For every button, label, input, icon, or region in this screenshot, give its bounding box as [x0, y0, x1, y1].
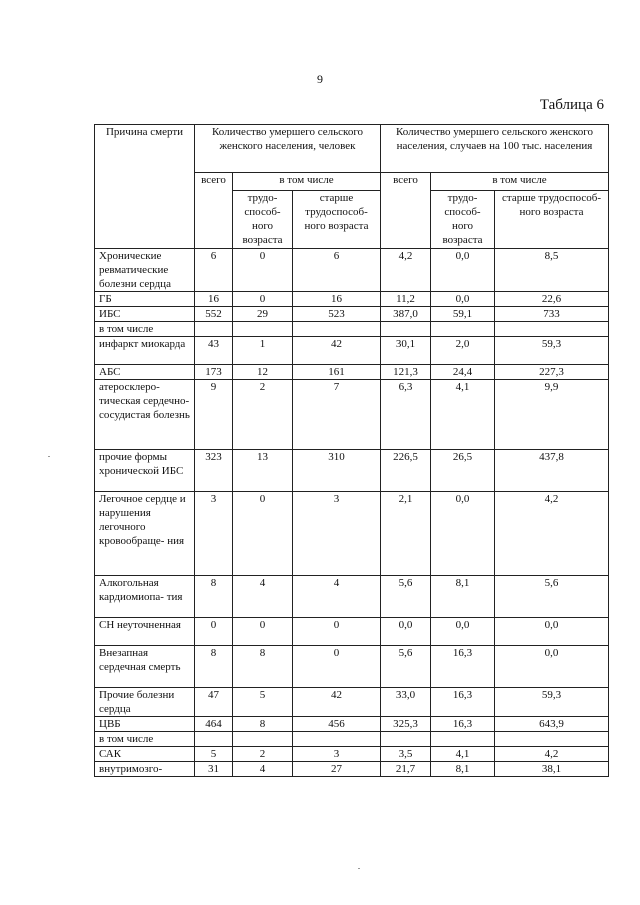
- value-cell: [293, 732, 381, 747]
- value-cell: 9: [195, 380, 233, 450]
- cause-cell: Хронические ревматические болезни сердца: [95, 249, 195, 292]
- cause-cell: СН неуточненная: [95, 618, 195, 646]
- cause-cell: прочие формы хронической ИБС: [95, 450, 195, 492]
- value-cell: 0,0: [495, 646, 609, 688]
- table-row: [95, 717, 609, 732]
- margin-mark: [48, 456, 50, 457]
- value-cell: 3: [293, 747, 381, 762]
- value-cell: 456: [293, 717, 381, 732]
- cause-cell: в том числе: [95, 322, 195, 337]
- table-row: [95, 249, 609, 292]
- value-cell: 8,1: [431, 762, 495, 777]
- value-cell: [431, 322, 495, 337]
- value-cell: 6: [195, 249, 233, 292]
- cause-cell: ЦВБ: [95, 717, 195, 732]
- value-cell: 121,3: [381, 365, 431, 380]
- header-including-count: в том числе: [233, 173, 381, 191]
- margin-mark: [358, 868, 360, 869]
- value-cell: 12: [233, 365, 293, 380]
- value-cell: 16: [293, 292, 381, 307]
- value-cell: 22,6: [495, 292, 609, 307]
- cause-cell: в том числе: [95, 732, 195, 747]
- cause-cell: ГБ: [95, 292, 195, 307]
- header-working-age-rate: трудо- способ- ного возраста: [431, 191, 495, 249]
- cause-cell: АБС: [95, 365, 195, 380]
- value-cell: 27: [293, 762, 381, 777]
- value-cell: 0: [233, 492, 293, 576]
- value-cell: 5: [195, 747, 233, 762]
- value-cell: 0: [293, 618, 381, 646]
- table-row: [95, 576, 609, 618]
- table-row: [95, 307, 609, 322]
- value-cell: 2: [233, 380, 293, 450]
- value-cell: 0,0: [431, 618, 495, 646]
- header-working-age-count: трудо- способ- ного возраста: [233, 191, 293, 249]
- header-total-rate: всего: [381, 173, 431, 249]
- value-cell: 43: [195, 337, 233, 365]
- value-cell: 6: [293, 249, 381, 292]
- value-cell: 0: [233, 249, 293, 292]
- header-group-rate: Количество умершего сельского женского населения, случаев на 100 тыс. населения: [381, 125, 609, 173]
- value-cell: 552: [195, 307, 233, 322]
- value-cell: [195, 732, 233, 747]
- value-cell: 0: [233, 292, 293, 307]
- value-cell: 3: [293, 492, 381, 576]
- table-row: [95, 618, 609, 646]
- table-row: [95, 365, 609, 380]
- value-cell: 29: [233, 307, 293, 322]
- value-cell: 8,5: [495, 249, 609, 292]
- cause-cell: инфаркт миокарда: [95, 337, 195, 365]
- page-number: 9: [317, 72, 323, 86]
- value-cell: 4,2: [495, 747, 609, 762]
- value-cell: 227,3: [495, 365, 609, 380]
- header-total-count: всего: [195, 173, 233, 249]
- value-cell: 3,5: [381, 747, 431, 762]
- value-cell: 437,8: [495, 450, 609, 492]
- value-cell: 0,0: [431, 492, 495, 576]
- value-cell: [381, 732, 431, 747]
- value-cell: 38,1: [495, 762, 609, 777]
- value-cell: 733: [495, 307, 609, 322]
- cause-cell: внутримозго-: [95, 762, 195, 777]
- cause-cell: САК: [95, 747, 195, 762]
- value-cell: 5,6: [381, 646, 431, 688]
- table-row: [95, 292, 609, 307]
- cause-cell: Легочное сердце и нарушения легочного кровообраще- ния: [95, 492, 195, 576]
- value-cell: 13: [233, 450, 293, 492]
- value-cell: 0,0: [381, 618, 431, 646]
- value-cell: [233, 322, 293, 337]
- value-cell: 464: [195, 717, 233, 732]
- header-group-count: Количество умершего сельского женского населения, человек: [195, 125, 381, 173]
- table-row: [95, 688, 609, 717]
- value-cell: 4,2: [495, 492, 609, 576]
- value-cell: 24,4: [431, 365, 495, 380]
- value-cell: 323: [195, 450, 233, 492]
- table-row: [95, 492, 609, 576]
- value-cell: 5: [233, 688, 293, 717]
- value-cell: 161: [293, 365, 381, 380]
- value-cell: [195, 322, 233, 337]
- table-row: [95, 380, 609, 450]
- header-including-rate: в том числе: [431, 173, 609, 191]
- value-cell: 0,0: [495, 618, 609, 646]
- value-cell: 1: [233, 337, 293, 365]
- table-row: [95, 747, 609, 762]
- table-row: [95, 732, 609, 747]
- value-cell: 523: [293, 307, 381, 322]
- value-cell: 16,3: [431, 688, 495, 717]
- table-row: [95, 450, 609, 492]
- value-cell: [495, 732, 609, 747]
- value-cell: [233, 732, 293, 747]
- mortality-table: [94, 124, 609, 777]
- value-cell: 6,3: [381, 380, 431, 450]
- value-cell: 310: [293, 450, 381, 492]
- value-cell: 4,1: [431, 380, 495, 450]
- value-cell: 173: [195, 365, 233, 380]
- value-cell: 8: [195, 576, 233, 618]
- table-row: [95, 322, 609, 337]
- value-cell: 21,7: [381, 762, 431, 777]
- value-cell: 4,1: [431, 747, 495, 762]
- value-cell: 0: [293, 646, 381, 688]
- table-row: [95, 762, 609, 777]
- value-cell: 4: [233, 762, 293, 777]
- value-cell: 8: [233, 717, 293, 732]
- value-cell: 42: [293, 688, 381, 717]
- value-cell: 643,9: [495, 717, 609, 732]
- value-cell: 9,9: [495, 380, 609, 450]
- value-cell: 47: [195, 688, 233, 717]
- value-cell: 226,5: [381, 450, 431, 492]
- value-cell: 3: [195, 492, 233, 576]
- value-cell: [431, 732, 495, 747]
- value-cell: 2,1: [381, 492, 431, 576]
- value-cell: 4: [293, 576, 381, 618]
- value-cell: 4,2: [381, 249, 431, 292]
- header-cause: Причина смерти: [95, 125, 195, 249]
- value-cell: [495, 322, 609, 337]
- value-cell: 59,3: [495, 337, 609, 365]
- value-cell: 8,1: [431, 576, 495, 618]
- table-title: Таблица 6: [539, 97, 604, 113]
- value-cell: 26,5: [431, 450, 495, 492]
- value-cell: 59,1: [431, 307, 495, 322]
- value-cell: 2: [233, 747, 293, 762]
- value-cell: [381, 322, 431, 337]
- cause-cell: Алкогольная кардиомиопа- тия: [95, 576, 195, 618]
- value-cell: [293, 322, 381, 337]
- table-row: [95, 646, 609, 688]
- table-row: [95, 337, 609, 365]
- table-body: [95, 249, 609, 777]
- value-cell: 0: [233, 618, 293, 646]
- value-cell: 11,2: [381, 292, 431, 307]
- value-cell: 325,3: [381, 717, 431, 732]
- value-cell: 7: [293, 380, 381, 450]
- value-cell: 8: [195, 646, 233, 688]
- value-cell: 16: [195, 292, 233, 307]
- value-cell: 5,6: [495, 576, 609, 618]
- header-older-count: старше трудоспособ- ного возраста: [293, 191, 381, 249]
- value-cell: 4: [233, 576, 293, 618]
- value-cell: 0,0: [431, 249, 495, 292]
- value-cell: 5,6: [381, 576, 431, 618]
- value-cell: 16,3: [431, 646, 495, 688]
- value-cell: 16,3: [431, 717, 495, 732]
- value-cell: 387,0: [381, 307, 431, 322]
- value-cell: 0,0: [431, 292, 495, 307]
- value-cell: 30,1: [381, 337, 431, 365]
- cause-cell: Внезапная сердечная смерть: [95, 646, 195, 688]
- value-cell: 8: [233, 646, 293, 688]
- value-cell: 31: [195, 762, 233, 777]
- cause-cell: ИБС: [95, 307, 195, 322]
- value-cell: 42: [293, 337, 381, 365]
- value-cell: 59,3: [495, 688, 609, 717]
- value-cell: 33,0: [381, 688, 431, 717]
- cause-cell: атеросклеро- тическая сердечно- сосудистая болезнь: [95, 380, 195, 450]
- value-cell: 0: [195, 618, 233, 646]
- header-older-rate: старше трудоспособ- ного возраста: [495, 191, 609, 249]
- value-cell: 2,0: [431, 337, 495, 365]
- cause-cell: Прочие болезни сердца: [95, 688, 195, 717]
